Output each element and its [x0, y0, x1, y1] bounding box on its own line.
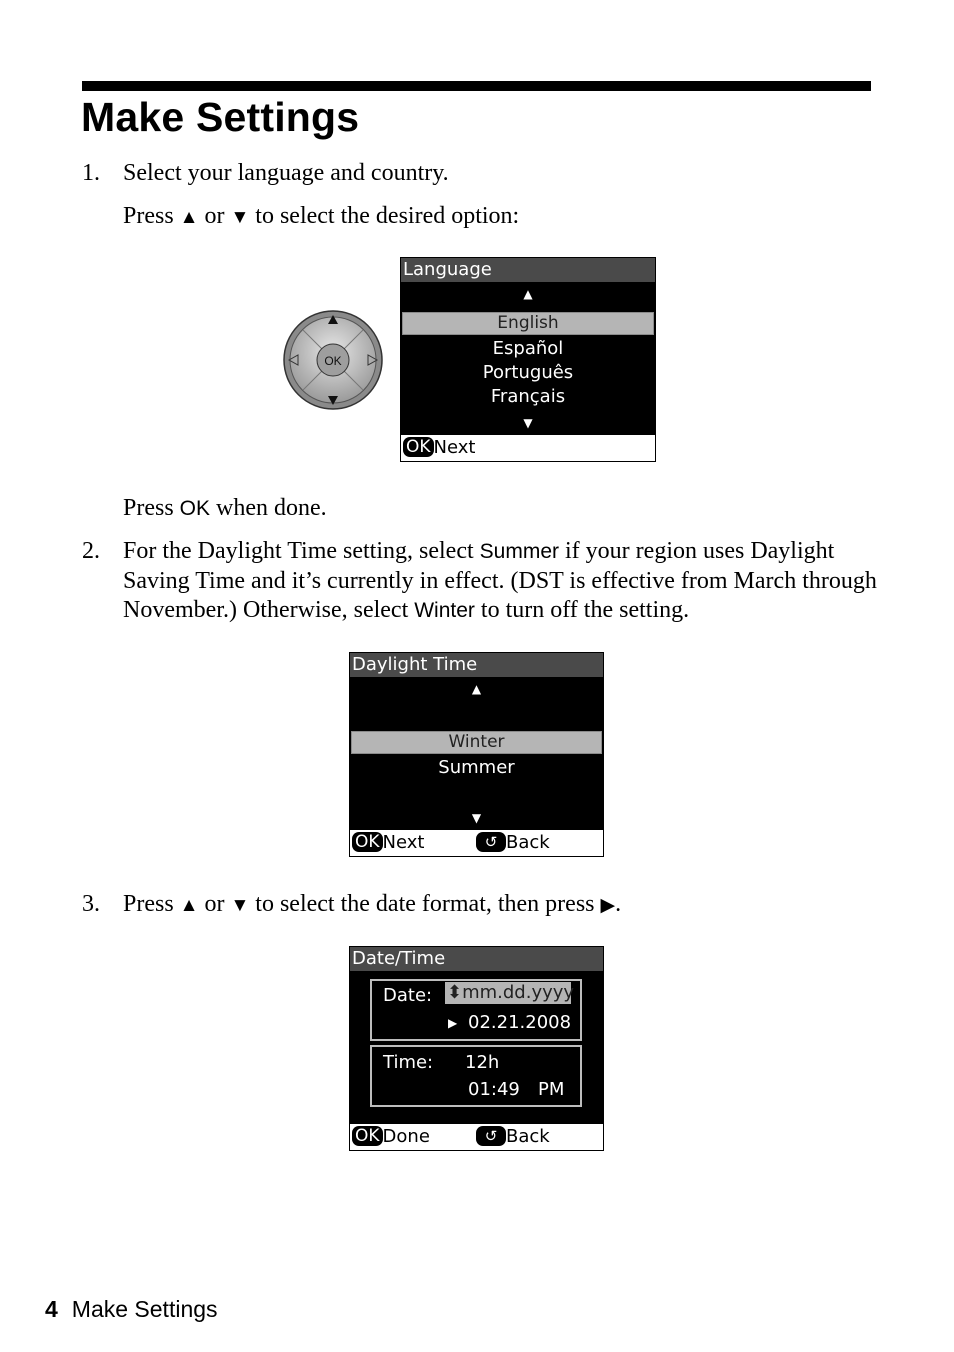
time-value[interactable]: 01:49	[468, 1079, 520, 1100]
down-arrow-icon: ▼	[230, 207, 250, 228]
page-footer	[45, 1296, 218, 1323]
language-option-francais[interactable]: Français	[490, 386, 566, 407]
language-screen-title: Language	[401, 258, 655, 282]
step-2-text-b: if your region uses Daylight	[565, 538, 835, 564]
footer-back-label: Back	[506, 1126, 550, 1147]
step-3-number: 3.	[82, 891, 100, 917]
language-screen-footer	[401, 435, 655, 461]
press-text: Press	[123, 495, 174, 521]
daylight-screen-title: Daylight Time	[350, 653, 603, 677]
step-3-end: .	[615, 891, 622, 917]
time-format-value[interactable]: 12h	[465, 1052, 500, 1073]
date-label: Date:	[383, 985, 433, 1006]
daylight-selected-option[interactable]: Winter	[351, 731, 602, 754]
dpad-illustration	[282, 309, 384, 411]
step-2-line-2: Saving Time and it’s currently in effect. (DST is effective from March through	[123, 568, 877, 594]
page-number: 4	[45, 1296, 58, 1322]
header-rule	[82, 81, 871, 91]
footer-back-group	[476, 1124, 550, 1150]
step-1-press-ok	[123, 494, 327, 523]
step-3-text-a: Press	[123, 891, 174, 917]
up-arrow-icon: ▲	[179, 207, 199, 228]
footer-done-label: Done	[382, 1126, 430, 1147]
scroll-up-icon: ▲	[471, 682, 482, 696]
small-right-arrow-icon: ▶	[448, 1016, 458, 1030]
ok-button-badge: OK	[352, 832, 383, 852]
step-2-number: 2.	[82, 538, 100, 564]
right-arrow-icon: ▶	[600, 895, 616, 916]
step-3-text	[123, 890, 621, 920]
step-1-or: or	[204, 203, 225, 229]
winter-term: Winter	[414, 599, 475, 622]
language-option-espanol[interactable]: Español	[492, 338, 564, 359]
step-2-text-d: to turn off the setting.	[480, 597, 690, 623]
daylight-screen-footer	[350, 830, 603, 856]
step-3-or: or	[204, 891, 225, 917]
daylight-option-summer[interactable]: Summer	[438, 757, 515, 778]
step-1-number: 1.	[82, 160, 100, 186]
date-format-value: mm.dd.yyyy	[462, 982, 575, 1003]
step-1-press: Press	[123, 203, 174, 229]
ok-term: OK	[179, 497, 211, 520]
datetime-screen-title: Date/Time	[350, 947, 603, 971]
footer-back-group	[476, 830, 550, 856]
step-3-text-b: to select the date format, then press	[255, 891, 595, 917]
daylight-time-screen	[349, 652, 604, 857]
footer-section-title: Make Settings	[71, 1296, 218, 1322]
step-2-line-1	[123, 537, 834, 566]
step-1-instruction	[123, 202, 519, 232]
page-title: Make Settings	[81, 94, 360, 140]
step-2-text-c: November.) Otherwise, select	[123, 597, 409, 623]
scroll-down-icon: ▼	[471, 811, 482, 825]
dpad-ok-label: OK	[324, 354, 342, 368]
ok-button-badge: OK	[403, 437, 434, 457]
language-selected-option[interactable]: English	[402, 312, 654, 335]
date-time-screen	[349, 946, 604, 1151]
language-screen	[400, 257, 656, 462]
footer-next-label: Next	[433, 437, 476, 458]
date-value[interactable]: 02.21.2008	[468, 1012, 572, 1033]
step-1-after: to select the desired option:	[255, 203, 520, 229]
up-arrow-icon: ▲	[179, 895, 199, 916]
date-format-field[interactable]	[445, 982, 575, 1004]
ok-button-badge: OK	[352, 1126, 383, 1146]
step-2-text-a: For the Daylight Time setting, select	[123, 538, 474, 564]
footer-back-label: Back	[506, 832, 550, 853]
language-option-portugues[interactable]: Português	[482, 362, 574, 383]
scroll-down-icon: ▼	[523, 416, 533, 430]
back-icon: ↺	[476, 832, 506, 852]
summer-term: Summer	[479, 540, 560, 563]
up-down-icon: ⬍	[447, 982, 463, 1003]
back-icon: ↺	[476, 1126, 506, 1146]
scroll-up-icon: ▲	[523, 287, 533, 301]
time-ampm[interactable]: PM	[538, 1079, 565, 1100]
down-arrow-icon: ▼	[230, 895, 250, 916]
step-1-text: Select your language and country.	[123, 160, 449, 186]
time-label: Time:	[383, 1052, 434, 1073]
when-done-text: when done.	[216, 495, 327, 521]
footer-next-label: Next	[382, 832, 425, 853]
step-2-line-3	[123, 596, 689, 625]
datetime-screen-footer	[350, 1124, 603, 1150]
